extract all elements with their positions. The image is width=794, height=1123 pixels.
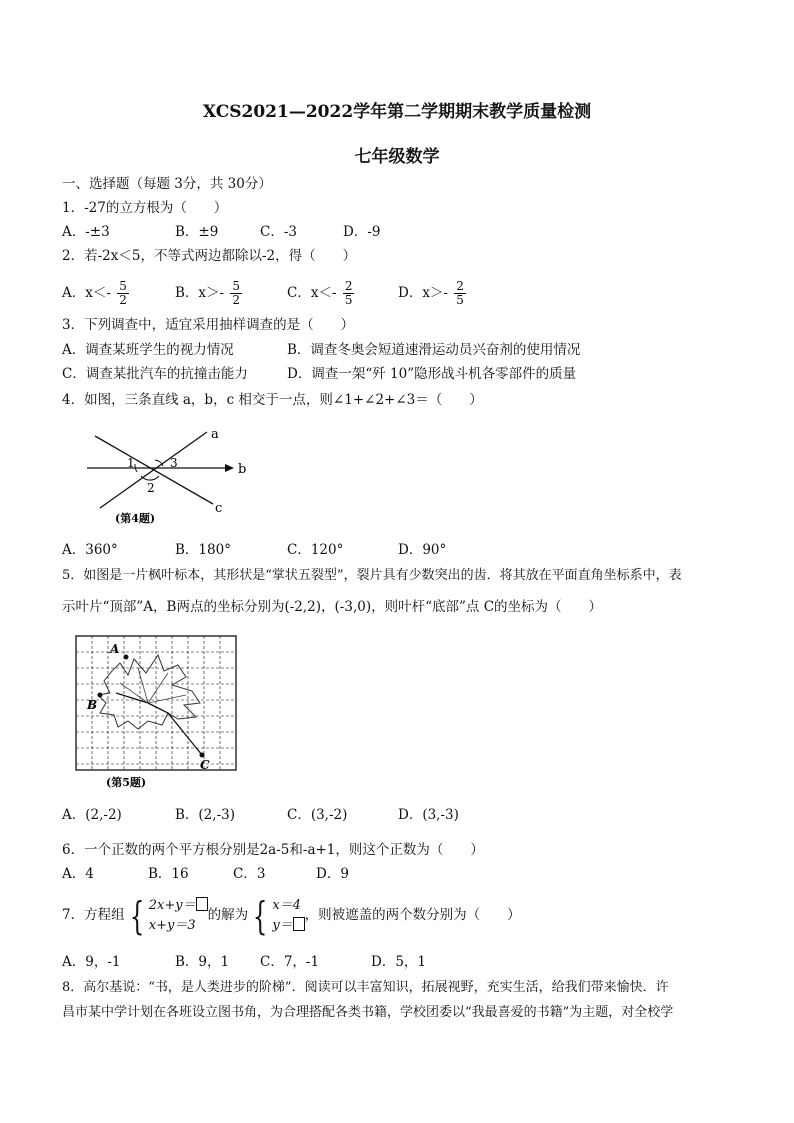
question-5-stem-line-1: 5．如图是一片枫叶标本，其形状是“掌状五裂型”，裂片具有少数突出的齿．将其放在平面直角坐标系中，表 (62, 568, 682, 583)
angle-1-label: 1 (127, 456, 135, 470)
numerator: 5 (119, 279, 127, 293)
question-8-line-2: 昌市某中学计划在各班设立图书角，为合理搭配各类书籍，学校团委以“我最喜爱的书籍”为主题，对全校学 (62, 1005, 674, 1020)
question-3-option-a: A．调查某班学生的视力情况 (62, 342, 234, 358)
solution-2-text: y＝ (272, 917, 293, 933)
point-c (200, 753, 205, 758)
point-b (98, 693, 103, 698)
denominator: 2 (232, 293, 241, 307)
solution-2 (272, 918, 304, 933)
covered-box-icon (196, 897, 208, 911)
question-7-option-c: C．7，-1 (260, 954, 320, 970)
question-7-stem (62, 893, 521, 937)
leaf-outline (98, 655, 200, 729)
angle-3-arc (155, 460, 163, 466)
equation-1-text: 2x+y＝ (148, 897, 196, 913)
question-1-option-c: C．-3 (260, 224, 297, 240)
question-4-option-d: D．90° (398, 542, 447, 558)
question-5-option-d: D．(3,-3) (398, 807, 459, 823)
denominator: 5 (456, 293, 464, 307)
question-3-stem: 3．下列调查中，适宜采用抽样调查的是（ ） (62, 317, 355, 333)
label-point-b: B (87, 698, 98, 712)
question-1-option-b: B．±9 (175, 224, 219, 240)
numerator: 5 (232, 279, 241, 293)
solution-system (272, 896, 304, 936)
question-3-option-d: D．调查一架“歼 10”隐形战斗机各零部件的质量 (287, 366, 577, 382)
question-4-option-a: A．360° (62, 542, 118, 558)
question-2-option-a-prefix: A．x＜- (62, 285, 111, 301)
angle-2-label: 2 (147, 481, 155, 495)
label-point-a: A (110, 642, 120, 656)
fraction (230, 280, 242, 307)
question-7-option-a: A．9，-1 (62, 954, 121, 970)
section-heading: 一、选择题（每题 3分，共 30分） (62, 176, 272, 192)
question-2-option-b-prefix: B．x＞- (175, 285, 225, 301)
question-2-stem: 2．若-2x＜5，不等式两边都除以-2，得（ ） (62, 248, 357, 264)
left-brace-icon: { (252, 893, 268, 938)
question-7-option-d: D．5，1 (371, 954, 427, 970)
fraction (454, 280, 466, 307)
equation-2: x+y＝3 (148, 917, 196, 933)
question-6-option-a: A．4 (62, 866, 94, 882)
point-a (124, 655, 129, 660)
numerator: 2 (344, 279, 353, 293)
question-8-line-1: 8．高尔基说：“书，是人类进步的阶梯”．阅读可以丰富知识，拓展视野，充实生活，给我们带来愉快．许 (62, 980, 669, 995)
question-6-option-b: B．16 (148, 866, 189, 882)
question-3-option-c: C．调查某批汽车的抗撞击能力 (62, 366, 248, 382)
fraction (117, 280, 129, 307)
grid-lines (76, 636, 236, 770)
label-b: b (238, 462, 247, 477)
question-4-option-c: C．120° (287, 542, 344, 558)
fraction (343, 280, 355, 307)
question-2-option-d (398, 280, 468, 307)
left-brace-icon: { (129, 893, 144, 938)
equation-system (149, 896, 208, 936)
question-6-option-c: C．3 (233, 866, 266, 882)
question-2-option-c (287, 280, 356, 307)
covered-box-icon (293, 917, 305, 931)
question-7-suffix: ，则被遮盖的两个数分别为（ ） (304, 907, 521, 923)
question-7-mid: 的解为 (207, 907, 249, 923)
question-2-option-b (175, 280, 244, 307)
question-5-figure (68, 633, 238, 793)
denominator: 5 (344, 293, 353, 307)
question-4-option-b: B．180° (175, 542, 231, 558)
figure-5-caption: (第5题) (106, 776, 147, 789)
question-7-prefix: 7．方程组 (62, 907, 125, 923)
solution-1: x＝4 (272, 897, 301, 913)
exam-title: XCS2021—2022学年第二学期期末教学质量检测 (202, 102, 592, 122)
figure-4-caption: (第4题) (115, 512, 156, 525)
question-1-stem: 1．-27的立方根为（ ） (62, 200, 228, 216)
question-6-option-d: D．9 (316, 866, 349, 882)
label-c: c (215, 501, 223, 516)
denominator: 2 (119, 293, 127, 307)
question-3-option-b: B．调查冬奥会短道速滑运动员兴奋剂的使用情况 (287, 342, 581, 358)
question-2-option-a (62, 280, 131, 307)
question-5-option-a: A．(2,-2) (62, 807, 122, 823)
equation-1 (149, 898, 208, 913)
numerator: 2 (456, 279, 464, 293)
question-5-option-b: B．(2,-3) (175, 807, 235, 823)
question-7-option-b: B．9，1 (175, 954, 230, 970)
leaf-vein (148, 673, 168, 703)
question-4-stem: 4．如图，三条直线 a，b，c 相交于一点，则∠1+∠2+∠3＝（ ） (62, 392, 483, 408)
leaf-vein (148, 695, 186, 703)
angle-3-label: 3 (170, 456, 178, 470)
exam-subtitle: 七年级数学 (354, 147, 440, 167)
question-6-stem: 6．一个正数的两个平方根分别是2a-5和-a+1，则这个正数为（ ） (62, 842, 484, 858)
arrow-b-icon (225, 464, 234, 472)
question-2-option-c-prefix: C．x＜- (287, 285, 337, 301)
question-5-option-c: C．(3,-2) (287, 807, 348, 823)
question-5-stem-line-2: 示叶片“顶部”A，B两点的坐标分别为(-2,2)，(-3,0)，则叶杆“底部”点 C的坐标为（ ） (62, 599, 603, 615)
label-a: a (211, 427, 219, 442)
label-point-c: C (200, 758, 210, 772)
question-1-option-a: A．-±3 (62, 224, 110, 240)
question-2-option-d-prefix: D．x＞- (398, 285, 448, 301)
leaf-vein (138, 668, 148, 703)
question-4-figure (85, 420, 260, 532)
question-1-option-d: D．-9 (343, 224, 381, 240)
